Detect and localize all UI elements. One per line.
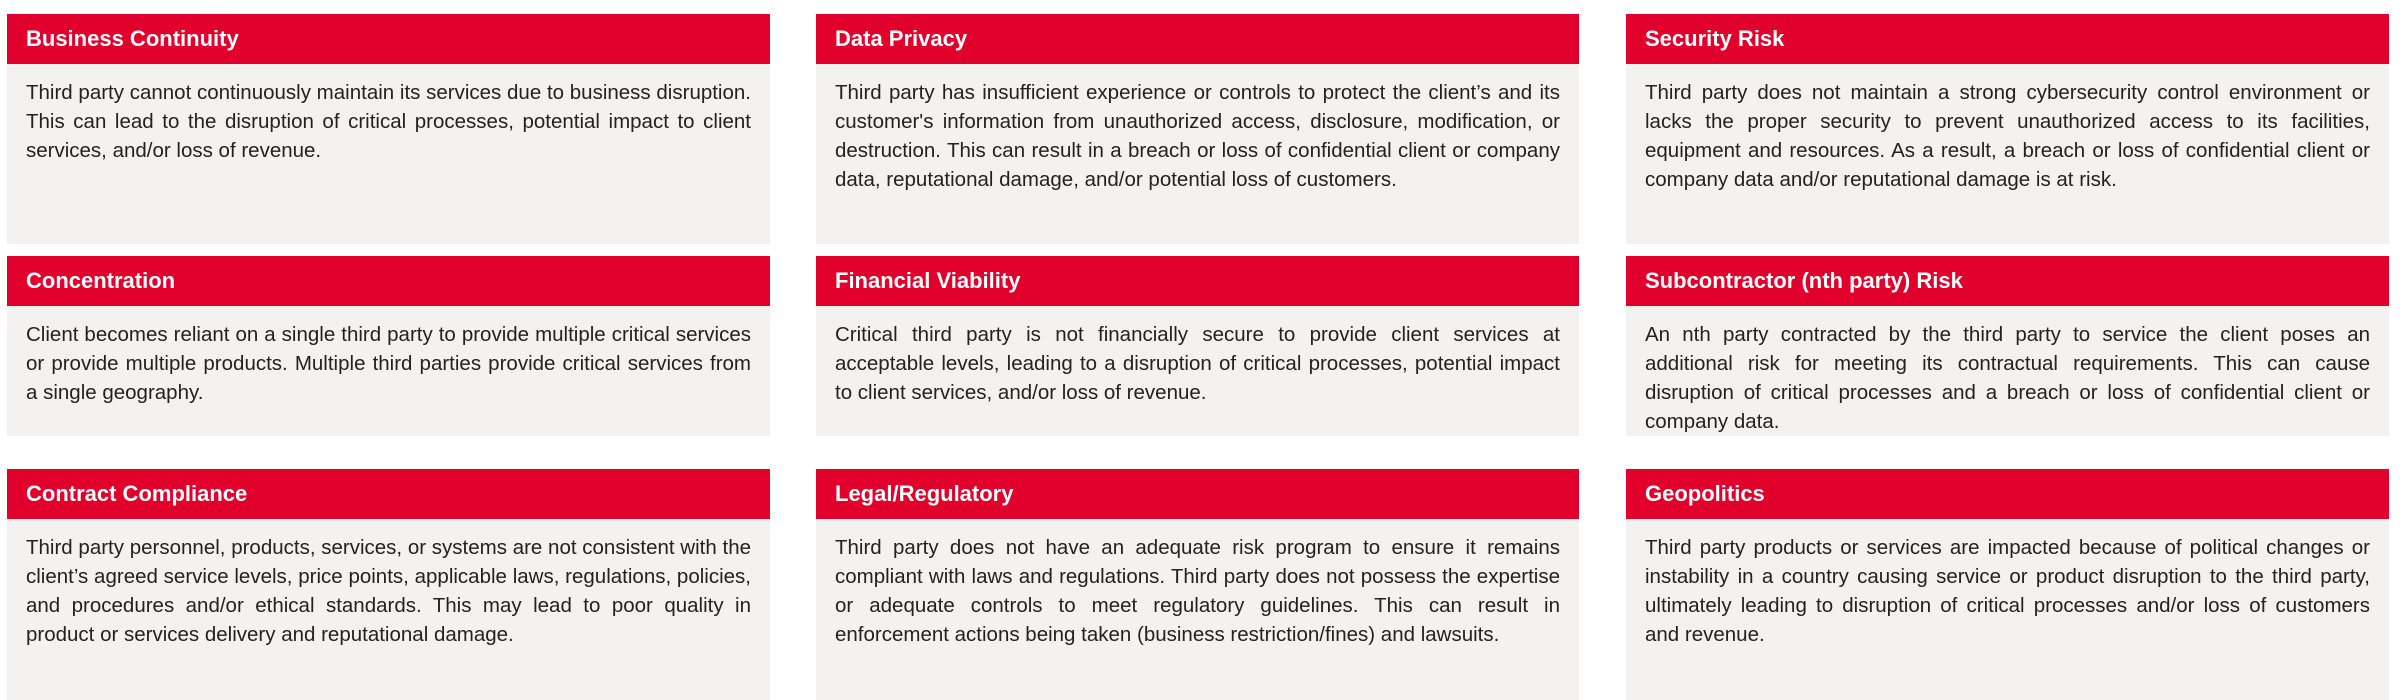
card-title: Business Continuity xyxy=(7,14,770,64)
card-description: Third party cannot continuously maintain its services due to business disruption. This can lead to the disruption of critical processes, potential impact to client services, and/or loss of revenue. xyxy=(7,64,770,244)
card-description: Third party products or services are impacted because of political changes or instability in a country causing service or product disruption to the third party, ultimately leading to disruption of critical processes and/or loss of customers and revenue. xyxy=(1626,519,2389,700)
card-description: Critical third party is not financially secure to provide client services at acceptable levels, leading to a disruption of critical processes, potential impact to client services, and/or loss of revenue. xyxy=(816,306,1579,436)
card-description: Third party has insufficient experience or controls to protect the client’s and its customer's information from unauthorized access, disclosure, modification, or destruction. This can result in a breach or loss of confidential client or company data, reputational damage, and/or potential loss of customers. xyxy=(816,64,1579,244)
card-title: Concentration xyxy=(7,256,770,306)
risk-card-data-privacy xyxy=(816,14,1579,244)
card-description: An nth party contracted by the third party to service the client poses an additional risk for meeting its contractual requirements. This can cause disruption of critical processes and a breach or loss of confidential client or company data. xyxy=(1626,306,2389,436)
risk-card-subcontractor-risk xyxy=(1626,256,2389,436)
card-description: Third party does not have an adequate risk program to ensure it remains compliant with laws and regulations. Third party does not possess the expertise or adequate controls to meet regulatory guidelines. This can result in enforcement actions being taken (business restriction/fines) and lawsuits. xyxy=(816,519,1579,700)
risk-card-geopolitics xyxy=(1626,469,2389,700)
card-title: Financial Viability xyxy=(816,256,1579,306)
card-title: Contract Compliance xyxy=(7,469,770,519)
risk-card-concentration xyxy=(7,256,770,436)
card-title: Geopolitics xyxy=(1626,469,2389,519)
risk-card-business-continuity xyxy=(7,14,770,244)
card-title: Subcontractor (nth party) Risk xyxy=(1626,256,2389,306)
card-title: Data Privacy xyxy=(816,14,1579,64)
card-description: Third party personnel, products, services, or systems are not consistent with the client’s agreed service levels, price points, applicable laws, regulations, policies, and procedures and/or ethical standards. This may lead to poor quality in product or services delivery and reputational damage. xyxy=(7,519,770,700)
risk-card-security-risk xyxy=(1626,14,2389,244)
card-description: Third party does not maintain a strong cybersecurity control environment or lacks the proper security to prevent unauthorized access to its facilities, equipment and resources. As a result, a breach or loss of confidential client or company data and/or reputational damage is at risk. xyxy=(1626,64,2389,244)
card-title: Security Risk xyxy=(1626,14,2389,64)
risk-card-contract-compliance xyxy=(7,469,770,700)
risk-card-legal-regulatory xyxy=(816,469,1579,700)
card-description: Client becomes reliant on a single third party to provide multiple critical services or provide multiple products. Multiple third parties provide critical services from a single geography. xyxy=(7,306,770,436)
card-title: Legal/Regulatory xyxy=(816,469,1579,519)
risk-card-financial-viability xyxy=(816,256,1579,436)
